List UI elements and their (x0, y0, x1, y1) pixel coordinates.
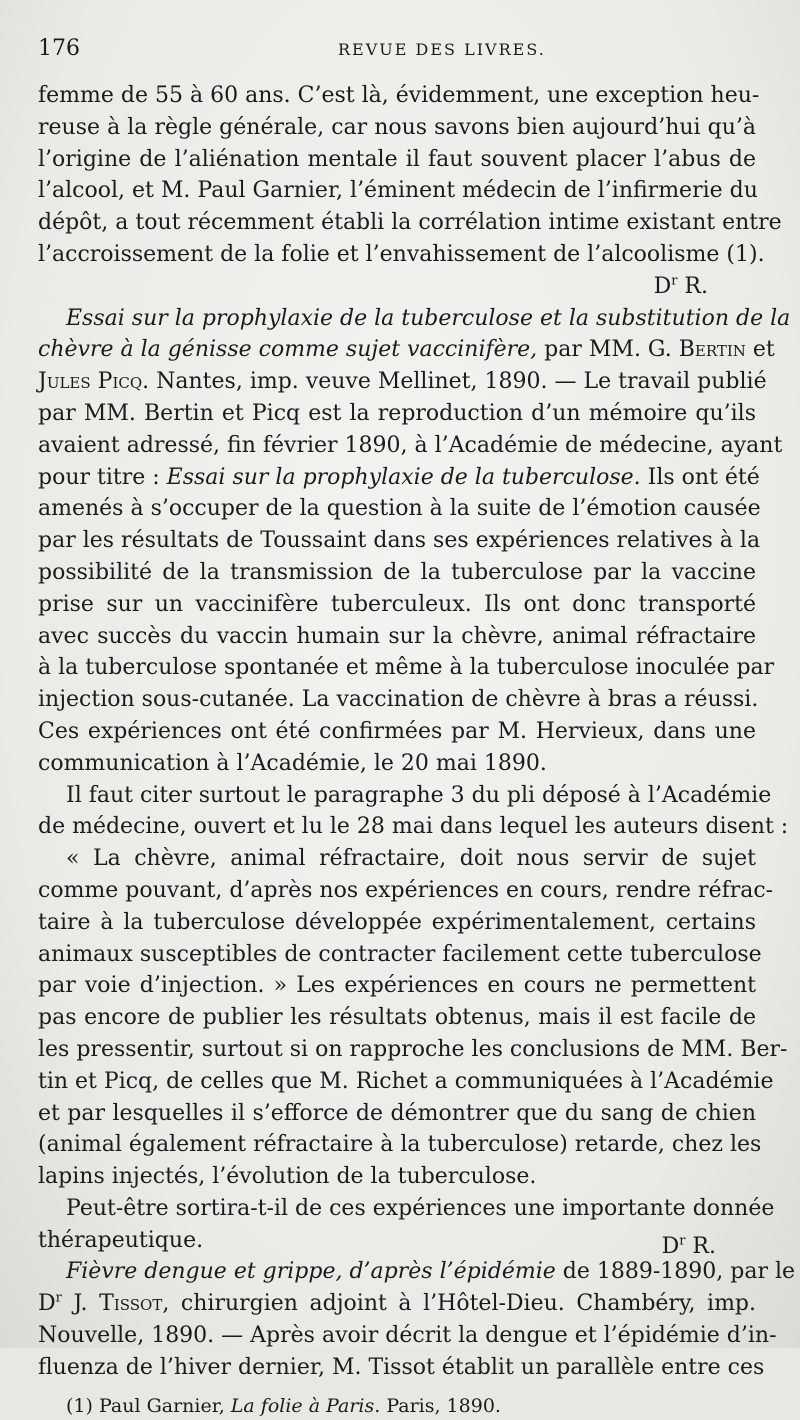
text-line: Peut-être sortira-t-il de ces expériences une importante donnée (66, 1195, 775, 1221)
text-line: par MM. Bertin et Picq est la reproduction d’un mémoire qu’ils (38, 400, 756, 426)
text-span: par MM. G. (537, 337, 679, 363)
superscript: r (55, 1290, 62, 1306)
text-line: dépôt, a tout récemment établi la corrélation intime existant entre (38, 210, 782, 236)
text-line: tin et Picq, de celles que M. Richet a communiquées à l’Académie (38, 1068, 774, 1094)
text-span: de 1889-1890, par le (555, 1259, 796, 1285)
text-line (38, 334, 775, 366)
text-span: . Nantes, imp. veuve Mellinet, 1890. — Le travail publié (142, 369, 767, 395)
review-title-cont: chèvre à la génisse comme sujet vaccinifère, (38, 337, 538, 363)
author-name: Jules Picq (38, 369, 143, 395)
text-line (38, 1256, 796, 1288)
text-span: , chirurgien adjoint à l’Hôtel-Dieu. Chambéry, imp. (162, 1291, 757, 1317)
footnote (38, 1392, 756, 1420)
text-line (38, 462, 760, 494)
quote-line: taire à la tuberculose développée expérimentalement, certains (38, 909, 756, 935)
text-line: injection sous-cutanée. La vaccination de chèvre à bras a réussi. (38, 687, 759, 713)
body-text (38, 80, 796, 1384)
signature-name: R. (677, 273, 708, 299)
text-line: par les résultats de Toussaint dans ses expériences relatives à la (38, 528, 761, 554)
text-span: . Ils ont été (633, 464, 760, 490)
author-name: Bertin (678, 337, 746, 363)
text-line: communication à l’Académie, le 20 mai 1890. (38, 750, 547, 776)
text-line: Nouvelle, 1890. — Après avoir décrit la dengue et l’épidémie d’in- (38, 1323, 777, 1349)
text-line: par voie d’injection. » Les expériences en cours ne permettent (38, 973, 756, 999)
signature-d: D (653, 273, 672, 299)
signature-sup: r (679, 1233, 686, 1249)
text-line: à la tuberculose spontanée et même à la tuberculose inoculée par (38, 655, 775, 681)
text-line: avaient adressé, fin février 1890, à l’Académie de médecine, ayant (38, 432, 783, 458)
footnote-text: (1) Paul Garnier, (66, 1394, 231, 1417)
signature (38, 271, 756, 303)
text-line: femme de 55 à 60 ans. C’est là, évidemment, une exception heu- (38, 83, 760, 108)
page-number: 176 (38, 36, 80, 61)
text-line (38, 303, 791, 335)
text-line (38, 366, 767, 398)
text-span: pour titre : (38, 464, 167, 490)
text-line: avec succès du vaccin humain sur la chèvre, animal réfractaire (38, 623, 756, 649)
review-title: Essai sur la prophylaxie de la tuberculose et la substitution de la (66, 305, 791, 331)
footnote-text: . Paris, 1890. (374, 1394, 501, 1417)
text-line: les pressentir, surtout si on rapproche les conclusions de MM. Ber- (38, 1036, 788, 1062)
running-head: REVUE DES LIVRES. (338, 40, 546, 59)
text-line: reuse à la règle générale, car nous savons bien aujourd’hui qu’à (38, 114, 756, 140)
text-line: prise sur un vaccinifère tuberculeux. Ils ont donc transporté (38, 591, 756, 617)
cited-title: Essai sur la prophylaxie de la tuberculose (166, 464, 634, 490)
text-span: D (38, 1291, 56, 1317)
page-header (38, 36, 756, 80)
text-line: l’origine de l’aliénation mentale il faut souvent placer l’abus de (38, 146, 756, 172)
quote-line: « La chèvre, animal réfractaire, doit nous servir de sujet (66, 846, 756, 872)
text-line: pas encore de publier les résultats obtenus, mais il est facile de (38, 1005, 756, 1031)
text-line: possibilité de la transmission de la tuberculose par la vaccine (38, 559, 756, 585)
text-span: et (745, 337, 775, 363)
text-line: amenés à s’occuper de la question à la suite de l’émotion causée (38, 496, 761, 522)
review-title: Fièvre dengue et grippe, d’après l’épidémie (66, 1259, 556, 1285)
quote-line: comme pouvant, d’après nos expériences en cours, rendre réfrac- (38, 877, 774, 903)
author-name: Tissot (99, 1291, 163, 1317)
text-span: J. (61, 1291, 100, 1317)
footnote-title: La folie à Paris (230, 1394, 375, 1417)
signature-sup: r (671, 273, 678, 289)
signature-name: R. (685, 1233, 716, 1259)
text-line: Il faut citer surtout le paragraphe 3 du pli déposé à l’Académie (66, 782, 772, 808)
text-line: lapins injectés, l’évolution de la tuberculose. (38, 1164, 537, 1190)
text-line: l’accroissement de la folie et l’envahissement de l’alcoolisme (1). (38, 241, 765, 267)
text-line (38, 1225, 756, 1257)
text-line: fluenza de l’hiver dernier, M. Tissot établit un parallèle entre ces (38, 1354, 765, 1380)
signature (662, 1231, 716, 1263)
text-line: (animal également réfractaire à la tuberculose) retarde, chez les (38, 1132, 762, 1158)
text-line: de médecine, ouvert et lu le 28 mai dans lequel les auteurs disent : (38, 814, 789, 840)
text-span: thérapeutique. (38, 1227, 204, 1253)
text-line: et par lesquelles il s’efforce de démontrer que du sang de chien (38, 1100, 756, 1126)
text-line: Ces expériences ont été confirmées par M. Hervieux, dans une (38, 718, 756, 744)
quote-line: animaux susceptibles de contracter facilement cette tuberculose (38, 941, 762, 967)
signature-d: D (661, 1233, 680, 1259)
text-line: l’alcool, et M. Paul Garnier, l’éminent médecin de l’infirmerie du (38, 178, 758, 204)
text-line (38, 1288, 756, 1320)
